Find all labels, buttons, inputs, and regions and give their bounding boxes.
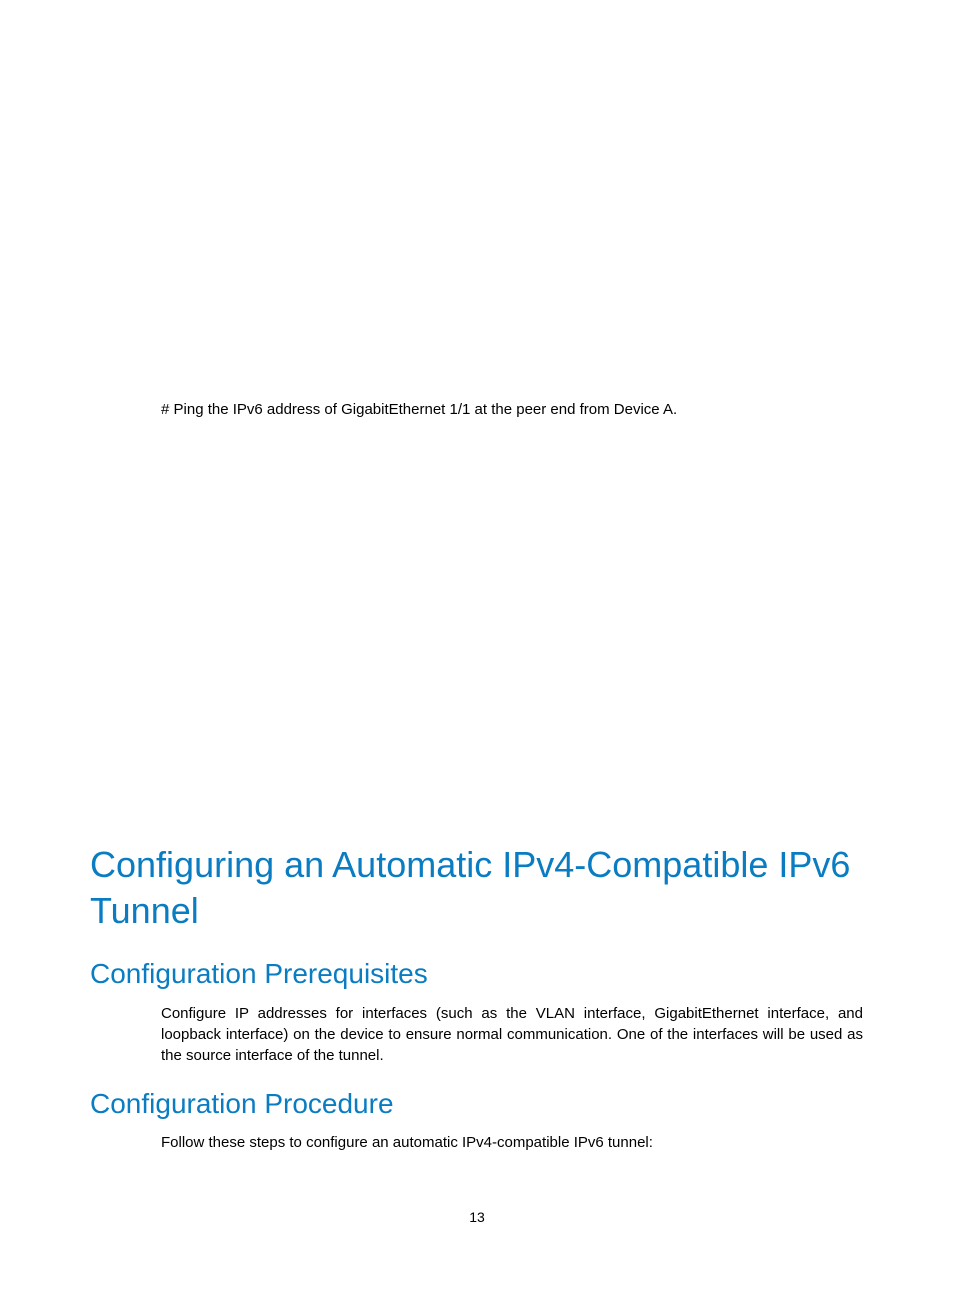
- ping-instruction-text: # Ping the IPv6 address of GigabitEthernet 1/1 at the peer end from Device A.: [161, 401, 678, 418]
- page-number: 13: [469, 1209, 485, 1225]
- procedure-heading: Configuration Procedure: [90, 1088, 394, 1119]
- prerequisites-paragraph: Configure IP addresses for interfaces (such as the VLAN interface, GigabitEthernet interface, and loopback interface) on the device to ensure normal communication. One of the interfaces will be used as the source interface of the tunnel.: [161, 1005, 863, 1064]
- prerequisites-heading: Configuration Prerequisites: [90, 958, 428, 989]
- section-title: Configuring an Automatic IPv4-Compatible IPv6 Tunnel: [90, 844, 851, 931]
- procedure-paragraph: Follow these steps to configure an automatic IPv4-compatible IPv6 tunnel:: [161, 1134, 653, 1151]
